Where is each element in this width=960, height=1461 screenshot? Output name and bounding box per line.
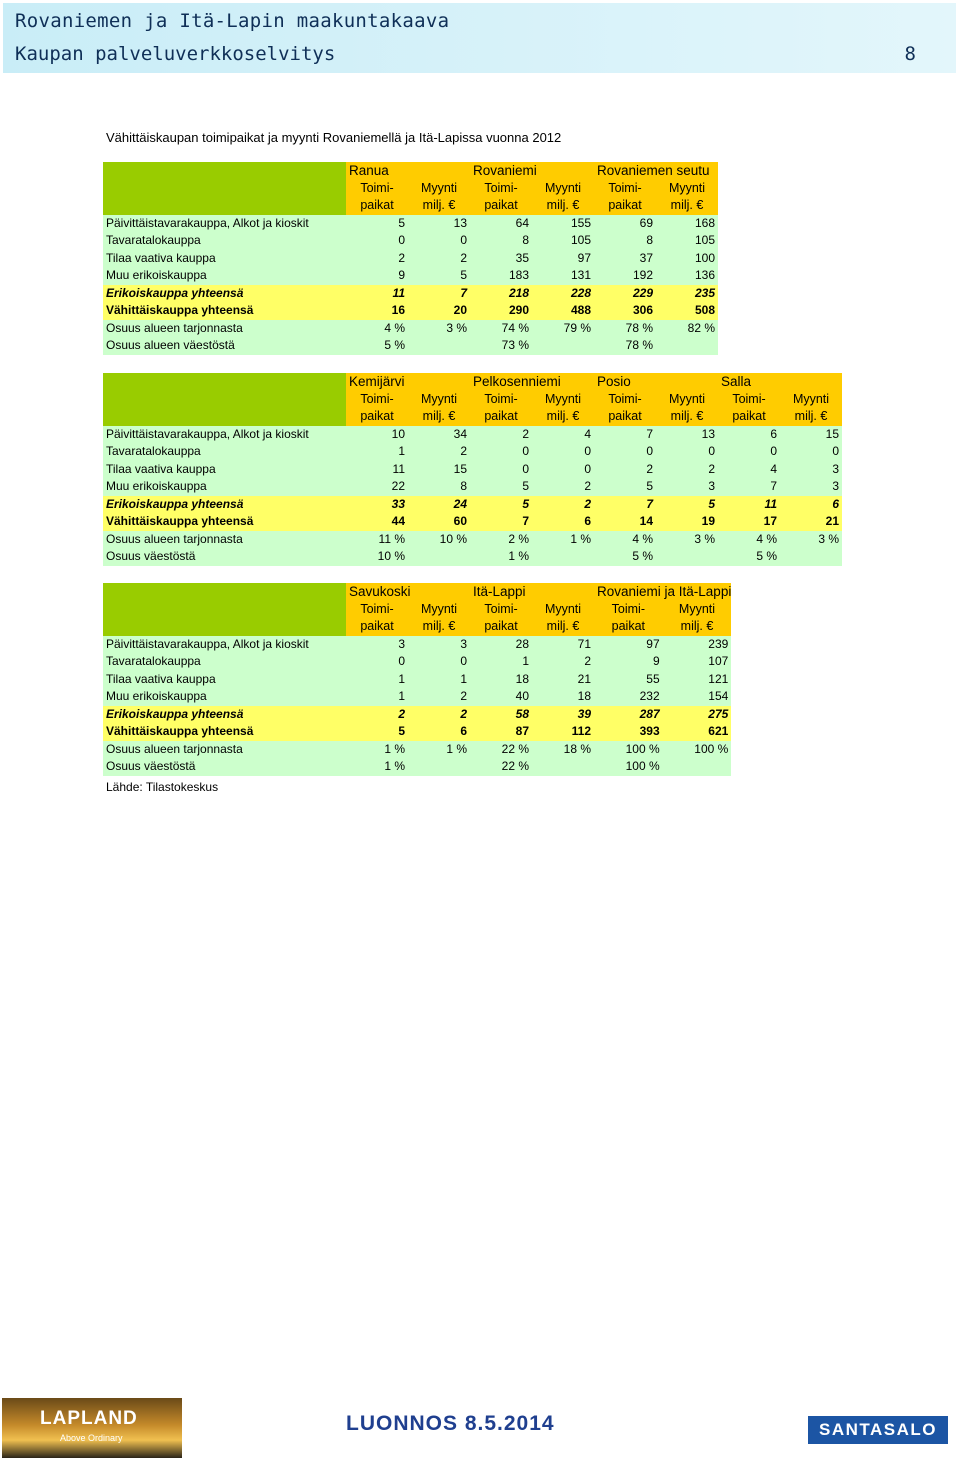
cell	[656, 548, 718, 566]
region-kemijarvi: Kemijärvi	[346, 373, 470, 391]
cell: 34	[453, 426, 467, 441]
table-row	[103, 443, 842, 461]
cell: 5 %	[756, 549, 777, 564]
row-label: Tilaa vaativa kauppa	[106, 671, 216, 686]
cell: 105	[694, 233, 715, 248]
cell: 78 %	[625, 320, 653, 335]
cell: 0	[770, 444, 777, 459]
cell: 22 %	[501, 741, 529, 756]
cell: 4 %	[632, 531, 653, 546]
cell: 100 %	[625, 759, 660, 774]
cell: 9	[398, 268, 405, 283]
cell: 18	[577, 689, 591, 704]
table-row	[103, 320, 718, 338]
cell: 228	[570, 285, 591, 300]
cell: 5	[460, 268, 467, 283]
cell: 2	[460, 250, 467, 265]
cell: 15	[453, 461, 467, 476]
table-row	[103, 250, 718, 268]
table-row	[103, 741, 731, 759]
cell: 5 %	[632, 549, 653, 564]
col-header: Toimi-	[346, 180, 408, 198]
row-label: Tavaratalokauppa	[106, 654, 201, 669]
cell: 16	[391, 303, 405, 318]
col-header: milj. €	[408, 197, 470, 215]
cell: 107	[708, 654, 729, 669]
cell: 13	[453, 215, 467, 230]
cell: 100	[694, 250, 715, 265]
lapland-logo-text: LAPLAND	[40, 1408, 138, 1429]
table-rovaniemi	[103, 162, 718, 355]
cell: 6	[832, 496, 839, 511]
cell: 2	[522, 426, 529, 441]
cell: 22	[391, 479, 405, 494]
row-label: Tilaa vaativa kauppa	[106, 250, 216, 265]
row-label: Päivittäistavarakauppa, Alkot ja kioskit	[106, 426, 309, 441]
cell: 4 %	[384, 320, 405, 335]
cell: 1 %	[570, 531, 591, 546]
cell: 9	[652, 654, 660, 669]
row-label: Osuus alueen väestöstä	[106, 338, 235, 353]
cell: 0	[584, 444, 591, 459]
table-row	[103, 496, 842, 514]
cell: 2	[584, 479, 591, 494]
col-header: paikat	[470, 408, 532, 426]
col-header: paikat	[470, 618, 532, 636]
cell: 2	[584, 654, 591, 669]
cell: 44	[391, 514, 405, 529]
region-posio: Posio	[594, 373, 718, 391]
table-row	[103, 706, 731, 724]
page-number: 8	[904, 43, 916, 65]
cell: 112	[571, 724, 591, 739]
region-ranua: Ranua	[346, 162, 470, 180]
cell: 1	[460, 671, 467, 686]
col-header: Toimi-	[470, 391, 532, 409]
cell: 0	[584, 461, 591, 476]
cell: 37	[639, 250, 653, 265]
cell: 6	[584, 514, 591, 529]
cell: 232	[639, 689, 660, 704]
row-label: Osuus väestöstä	[106, 549, 196, 564]
row-label: Muu erikoiskauppa	[106, 479, 207, 494]
cell: 393	[639, 724, 660, 739]
col-header: milj. €	[532, 197, 594, 215]
cell: 0	[646, 444, 653, 459]
col-header: Toimi-	[594, 601, 663, 619]
region-pelkosenniemi: Pelkosenniemi	[470, 373, 594, 391]
cell: 235	[694, 285, 715, 300]
cell: 154	[708, 689, 729, 704]
row-label: Osuus alueen tarjonnasta	[106, 320, 243, 335]
cell: 100 %	[694, 741, 729, 756]
cell: 229	[632, 285, 653, 300]
row-label: Osuus alueen tarjonnasta	[106, 531, 243, 546]
cell: 4	[584, 426, 591, 441]
row-label: Muu erikoiskauppa	[106, 268, 207, 283]
cell: 3	[832, 461, 839, 476]
col-header: Myynti	[663, 601, 732, 619]
cell: 2	[460, 444, 467, 459]
region-rovaniemi-ja-ita-lappi: Rovaniemi ja Itä-Lappi	[594, 583, 731, 601]
cell: 0	[460, 654, 467, 669]
col-header: milj. €	[656, 408, 718, 426]
table-row	[103, 285, 718, 303]
cell: 0	[522, 461, 529, 476]
col-header: Myynti	[532, 391, 594, 409]
table-row	[103, 758, 731, 776]
col-header: Toimi-	[346, 601, 408, 619]
cell: 1	[398, 444, 405, 459]
col-header: milj. €	[656, 197, 718, 215]
lapland-logo	[2, 1398, 182, 1458]
cell: 19	[701, 514, 715, 529]
region-rovaniemen-seutu: Rovaniemen seutu	[594, 162, 718, 180]
table-row	[103, 513, 842, 531]
col-header: Myynti	[408, 180, 470, 198]
table-ita-lappi-municipalities	[103, 373, 842, 566]
table-row	[103, 548, 842, 566]
cell: 131	[570, 268, 591, 283]
cell: 18 %	[563, 741, 591, 756]
cell: 2	[398, 250, 405, 265]
cell: 508	[694, 303, 715, 318]
cell: 97	[577, 250, 591, 265]
col-header: Toimi-	[594, 180, 656, 198]
cell: 2	[398, 706, 405, 721]
cell	[780, 548, 842, 566]
cell: 3 %	[694, 531, 715, 546]
cell	[408, 758, 470, 776]
cell: 5 %	[384, 338, 405, 353]
cell: 55	[646, 671, 660, 686]
cell: 290	[508, 303, 529, 318]
cell: 64	[515, 215, 529, 230]
cell: 40	[515, 689, 529, 704]
cell: 2	[584, 496, 591, 511]
table-totals	[103, 583, 731, 776]
cell: 168	[694, 215, 715, 230]
document-title: Vähittäiskaupan toimipaikat ja myynti Rovaniemellä ja Itä-Lapissa vuonna 2012	[106, 130, 562, 145]
cell: 11	[764, 496, 777, 511]
cell: 17	[763, 514, 777, 529]
cell: 1 %	[508, 549, 529, 564]
cell: 78 %	[625, 338, 653, 353]
cell: 2	[708, 461, 715, 476]
cell: 621	[708, 724, 729, 739]
cell: 39	[577, 706, 591, 721]
row-label: Tavaratalokauppa	[106, 233, 201, 248]
cell: 74 %	[501, 320, 529, 335]
cell: 488	[570, 303, 591, 318]
cell: 71	[577, 636, 591, 651]
cell: 275	[708, 706, 729, 721]
cell	[532, 548, 594, 566]
header-blank	[103, 162, 346, 215]
table-row	[103, 215, 718, 233]
cell: 3	[460, 636, 467, 651]
cell: 8	[646, 233, 653, 248]
cell: 82 %	[687, 320, 715, 335]
cell: 7	[646, 426, 653, 441]
cell: 3 %	[446, 320, 467, 335]
cell: 7	[522, 514, 529, 529]
cell: 3	[832, 479, 839, 494]
col-header: paikat	[594, 618, 663, 636]
cell: 7	[460, 285, 467, 300]
cell: 21	[577, 671, 591, 686]
cell: 10	[391, 426, 405, 441]
cell	[656, 337, 718, 355]
cell: 13	[701, 426, 715, 441]
cell: 5	[708, 496, 715, 511]
table-row	[103, 671, 731, 689]
col-header: Myynti	[408, 391, 470, 409]
cell: 24	[453, 496, 467, 511]
row-label: Tavaratalokauppa	[106, 444, 201, 459]
cell: 2 %	[508, 531, 529, 546]
col-header: milj. €	[408, 618, 470, 636]
table-row	[103, 653, 731, 671]
cell	[663, 758, 732, 776]
cell: 7	[646, 496, 653, 511]
draft-stamp: LUONNOS 8.5.2014	[346, 1412, 555, 1435]
col-header: Toimi-	[594, 391, 656, 409]
cell: 287	[639, 706, 660, 721]
region-rovaniemi: Rovaniemi	[470, 162, 594, 180]
cell: 0	[832, 444, 839, 459]
col-header: paikat	[470, 197, 532, 215]
cell: 5	[522, 496, 529, 511]
cell: 183	[508, 268, 529, 283]
header-blank	[103, 583, 346, 636]
cell: 7	[770, 479, 777, 494]
cell: 22 %	[501, 759, 529, 774]
cell: 5	[398, 215, 405, 230]
row-label: Päivittäistavarakauppa, Alkot ja kioskit	[106, 215, 309, 230]
region-ita-lappi: Itä-Lappi	[470, 583, 594, 601]
row-label: Osuus alueen tarjonnasta	[106, 741, 243, 756]
col-header: milj. €	[532, 618, 594, 636]
table-row	[103, 302, 718, 320]
cell: 11 %	[378, 531, 405, 546]
header-blank	[103, 373, 346, 426]
col-header: Myynti	[532, 601, 594, 619]
cell: 121	[708, 671, 729, 686]
col-header: Myynti	[656, 180, 718, 198]
cell: 0	[522, 444, 529, 459]
cell: 2	[460, 689, 467, 704]
table-row	[103, 636, 731, 654]
table-row	[103, 723, 731, 741]
cell: 0	[460, 233, 467, 248]
col-header: Toimi-	[718, 391, 780, 409]
cell: 4 %	[756, 531, 777, 546]
row-label: Tilaa vaativa kauppa	[106, 461, 216, 476]
cell: 136	[694, 268, 715, 283]
cell: 28	[515, 636, 529, 651]
cell: 2	[460, 706, 467, 721]
cell: 18	[515, 671, 529, 686]
col-header: Myynti	[780, 391, 842, 409]
cell: 192	[632, 268, 653, 283]
cell: 6	[460, 724, 467, 739]
col-header: paikat	[594, 197, 656, 215]
cell: 11	[392, 285, 405, 300]
cell: 11	[392, 461, 405, 476]
cell	[408, 548, 470, 566]
cell: 0	[398, 654, 405, 669]
col-header: milj. €	[780, 408, 842, 426]
col-header: paikat	[718, 408, 780, 426]
row-label: Osuus väestöstä	[106, 759, 196, 774]
table-row	[103, 232, 718, 250]
cell: 87	[515, 724, 529, 739]
cell: 20	[453, 303, 467, 318]
cell: 5	[522, 479, 529, 494]
row-label: Erikoiskauppa yhteensä	[106, 706, 244, 721]
cell	[408, 337, 470, 355]
cell: 10 %	[377, 549, 405, 564]
row-label: Vähittäiskauppa yhteensä	[106, 724, 254, 739]
table-row	[103, 267, 718, 285]
col-header: paikat	[346, 618, 408, 636]
col-header: Toimi-	[346, 391, 408, 409]
row-label: Vähittäiskauppa yhteensä	[106, 514, 254, 529]
cell	[532, 758, 594, 776]
cell: 239	[708, 636, 729, 651]
table-row	[103, 478, 842, 496]
table-row	[103, 461, 842, 479]
cell: 79 %	[563, 320, 591, 335]
col-header: Toimi-	[470, 180, 532, 198]
row-label: Erikoiskauppa yhteensä	[106, 496, 244, 511]
cell: 8	[460, 479, 467, 494]
col-header: paikat	[346, 408, 408, 426]
cell: 35	[515, 250, 529, 265]
cell: 100 %	[625, 741, 660, 756]
cell: 306	[632, 303, 653, 318]
table-row	[103, 688, 731, 706]
header-title: Rovaniemen ja Itä-Lapin maakuntakaava	[15, 10, 450, 32]
table-row	[103, 337, 718, 355]
cell: 4	[770, 461, 777, 476]
row-label: Erikoiskauppa yhteensä	[106, 285, 244, 300]
cell: 21	[825, 514, 839, 529]
cell: 1	[398, 671, 405, 686]
cell: 1 %	[384, 759, 405, 774]
cell: 218	[508, 285, 529, 300]
cell: 0	[708, 444, 715, 459]
cell: 105	[570, 233, 591, 248]
cell: 8	[522, 233, 529, 248]
row-label: Päivittäistavarakauppa, Alkot ja kioskit	[106, 636, 309, 651]
santasalo-logo: SANTASALO	[808, 1416, 948, 1444]
cell: 6	[770, 426, 777, 441]
cell: 5	[646, 479, 653, 494]
col-header: Toimi-	[470, 601, 532, 619]
cell: 3 %	[818, 531, 839, 546]
cell: 0	[398, 233, 405, 248]
page-header	[3, 3, 956, 73]
table-row	[103, 426, 842, 444]
cell: 1	[398, 689, 405, 704]
cell: 60	[453, 514, 467, 529]
cell: 69	[639, 215, 653, 230]
cell: 97	[646, 636, 660, 651]
row-label: Muu erikoiskauppa	[106, 689, 207, 704]
lapland-tagline: Above Ordinary	[60, 1433, 123, 1443]
cell: 155	[570, 215, 591, 230]
cell: 3	[708, 479, 715, 494]
col-header: milj. €	[408, 408, 470, 426]
region-salla: Salla	[718, 373, 842, 391]
col-header: paikat	[594, 408, 656, 426]
col-header: Myynti	[408, 601, 470, 619]
cell	[532, 337, 594, 355]
col-header: Myynti	[532, 180, 594, 198]
cell: 2	[646, 461, 653, 476]
cell: 10 %	[439, 531, 467, 546]
cell: 1	[522, 654, 529, 669]
source-note: Lähde: Tilastokeskus	[106, 780, 219, 794]
col-header: Myynti	[656, 391, 718, 409]
cell: 3	[398, 636, 405, 651]
row-label: Vähittäiskauppa yhteensä	[106, 303, 254, 318]
col-header: paikat	[346, 197, 408, 215]
table-row	[103, 531, 842, 549]
cell: 33	[391, 496, 405, 511]
cell: 58	[515, 706, 529, 721]
cell: 1 %	[384, 741, 405, 756]
col-header: milj. €	[532, 408, 594, 426]
col-header: milj. €	[663, 618, 732, 636]
cell: 1 %	[446, 741, 467, 756]
cell: 5	[398, 724, 405, 739]
cell: 15	[825, 426, 839, 441]
region-savukoski: Savukoski	[346, 583, 470, 601]
cell: 73 %	[501, 338, 529, 353]
cell: 14	[639, 514, 653, 529]
header-subtitle: Kaupan palveluverkkoselvitys	[15, 43, 336, 65]
